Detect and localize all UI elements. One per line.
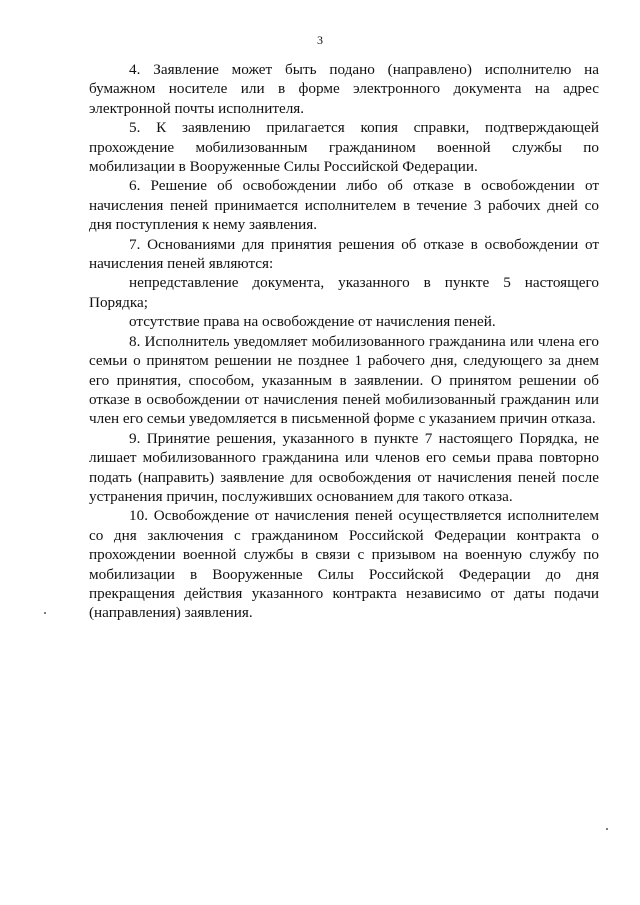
paragraph-4: 4. Заявление может быть подано (направлено) исполнителю на бумажном носителе или в форме электронного документа на адрес электронной почты исполнителя. [89, 61, 599, 117]
paragraph-6: 6. Решение об освобождении либо об отказе в освобождении от начисления пеней принимается исполнителем в течение 3 рабочих дней со дня поступления к нему заявления. [89, 177, 599, 234]
paragraph-7: 7. Основаниями для принятия решения об отказе в освобождении от начисления пеней являются: [89, 235, 599, 273]
paragraph-5: 5. К заявлению прилагается копия справки, подтверждающей прохождение мобилизованным гражданином военной службы по мобилизации в Вооруженные Силы Российской Федерации. [89, 119, 599, 176]
paragraph-7-item-1: непредставление документа, указанного в пункте 5 настоящего Порядка; [89, 274, 599, 311]
paragraph-8: 8. Исполнитель уведомляет мобилизованного гражданина или члена его семьи о принятом решении не позднее 1 рабочего дня, следующего за днем его принятия, способом, указанным в заявлении. О принятом решении об отказе в освобождении от начисления пеней мобилизованный гражданин или член его семьи уведомляется в письменной форме с указанием причин отказа. [89, 332, 599, 428]
scan-speck [44, 612, 46, 614]
paragraph-7-item-2: отсутствие права на освобождение от начисления пеней. [129, 313, 496, 331]
scan-speck [606, 828, 608, 830]
paragraph-10: 10. Освобождение от начисления пеней осуществляется исполнителем со дня заключения с гражданином Российской Федерации контракта о прохождении военной службы в связи с призывом на военную службу по мобилизации в Вооруженные Силы Российской Федерации до дня прекращения действия указанного контракта независимо от даты подачи (направления) заявления. [89, 507, 599, 622]
document-body [89, 60, 599, 623]
page-number: 3 [317, 33, 323, 47]
paragraph-9: 9. Принятие решения, указанного в пункте 7 настоящего Порядка, не лишает мобилизованного гражданина или членов его семьи права повторно подать (направить) заявление для освобождения от начисления пеней после устранения причин, послуживших основанием для такого отказа. [89, 429, 599, 505]
